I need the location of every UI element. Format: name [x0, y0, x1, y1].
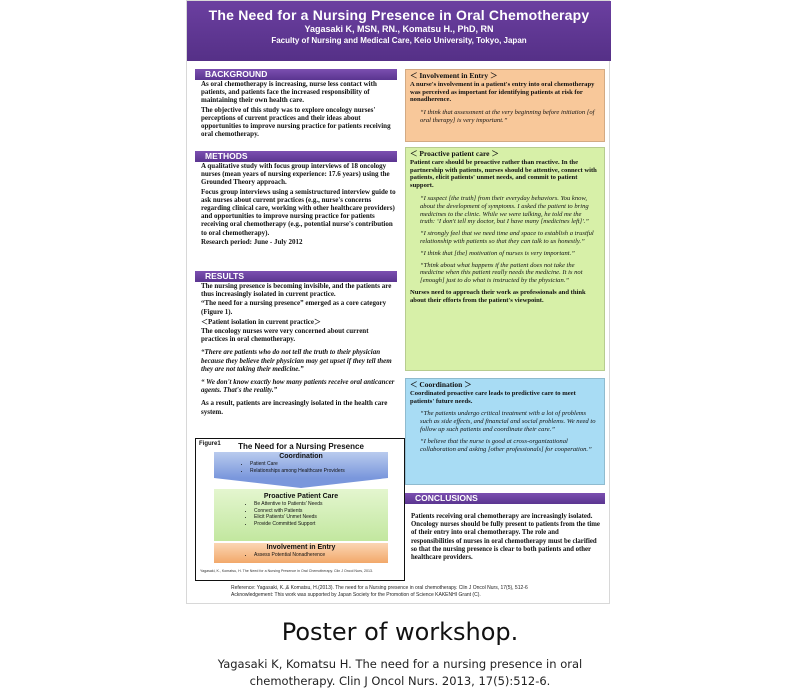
- figure-title: The Need for a Nursing Presence: [238, 442, 364, 451]
- methods-research-period: Research period: June - July 2012: [201, 237, 303, 246]
- coordination-text: Coordinated proactive care leads to predictive care to meet patients' future needs.: [410, 389, 576, 405]
- involvement-heading: ＜ Involvement in Entry ＞: [410, 71, 498, 80]
- methods-body: [201, 162, 397, 247]
- figure-involvement-layer: [214, 543, 388, 563]
- list-item: • Elicit Patients' Unmet Needs: [254, 514, 388, 521]
- figure-coordination-list: [214, 461, 388, 474]
- poster-authors: Yagasaki K, MSN, RN., Komatsu H., PhD, RN: [304, 24, 494, 34]
- patient-isolation-subheading: ＜Patient isolation in current practice＞: [201, 317, 322, 326]
- proactive-quote-2: “I strongly feel that we need time and space to establish a trustful relationship with patients so that they can talk to us honestly.”: [420, 230, 594, 245]
- figure-label: Figure1: [199, 441, 221, 447]
- figure-proactive-heading: Proactive Patient Care: [263, 493, 339, 500]
- figure-proactive-layer: [214, 489, 388, 541]
- list-item: • Patient Care: [250, 461, 388, 468]
- figure-arrow: [214, 478, 388, 488]
- list-item: • Relationships among Healthcare Providers: [250, 468, 388, 475]
- caption-title: Poster of workshop.: [281, 618, 519, 646]
- caption-citation-line-1: Yagasaki K, Komatsu H. The need for a nursing presence in oral: [217, 657, 583, 671]
- background-objective: The objective of this study was to explore oncology nurses' perceptions of current practices and their ideas about opportunities to improve nursing practice for patients receiving oral chemotherapy.: [201, 105, 391, 139]
- figure-citation: Yagasaki, K., Komatsu, H. The Need for a Nursing Presence in Oral Chemotherapy. Clin J Oncol Nurs, 2013.: [200, 569, 373, 573]
- background-heading: BACKGROUND: [195, 69, 397, 80]
- figure-1: [195, 438, 405, 581]
- coordination-heading: ＜ Coordination ＞: [410, 380, 472, 389]
- involvement-box: [405, 69, 605, 142]
- background-body: [201, 80, 397, 139]
- poster: [186, 0, 610, 604]
- results-paragraph-4: As a result, patients are increasingly isolated in the health care system.: [201, 399, 388, 416]
- results-body: [201, 282, 397, 417]
- coordination-quote-1: “The patients undergo critical treatment with a lot of problems such as side effects, and financial and social problems. We need to follow up such patients and coordinate their care.”: [420, 410, 596, 433]
- coordination-quote-2: “I believe that the nurse is good at cross-organizational collaboration and asking [other professionals] for cooperation.”: [420, 437, 592, 453]
- involvement-text: A nurse's involvement in a patient's entry into oral chemotherapy was perceived as important for identifying patients at risk for nonadherence.: [410, 80, 595, 104]
- results-paragraph-3: The oncology nurses were very concerned about current practices in oral chemotherapy.: [201, 327, 369, 344]
- conclusions-text: Patients receiving oral chemotherapy are increasingly isolated. Oncology nurses should be fully present to patients from the time of their entry into oral chemotherapy. The role and responsibilities of nurses in oral chemotherapy must be clarified so that the nursing presence is clear to both patients and other healthcare providers.: [411, 513, 600, 562]
- results-quote-2: “ We don't know exactly how many patients receive oral anticancer agents. That's the reality.”: [201, 378, 395, 395]
- proactive-heading: ＜ Proactive patient care ＞: [410, 149, 499, 158]
- figure-coordination-heading: Coordination: [279, 453, 323, 460]
- list-item: • Connect with Patients: [254, 508, 388, 515]
- conclusions-heading: CONCLUSIONS: [405, 493, 605, 504]
- proactive-quote-1: “I suspect [the truth] from their everyday behaviors. You know, about the development of symptoms. I asked the patient to bring medicines to the clinic. While we were talking, he told me the truth: ‘I don't tell my doctor, but I have many [medicines left]'.”: [420, 194, 589, 226]
- involvement-quote: “I think that assessment at the very beginning before initiation [of oral therapy] is very important.”: [420, 109, 595, 124]
- methods-paragraph-1: A qualitative study with focus group interviews of 18 oncology nurses (mean years of nursing experience: 17.6 years) using the Grounded Theory approach.: [201, 162, 390, 187]
- results-heading: RESULTS: [195, 271, 397, 282]
- poster-affiliation: Faculty of Nursing and Medical Care, Keio University, Tokyo, Japan: [271, 36, 527, 45]
- figure-involvement-heading: Involvement in Entry: [266, 544, 336, 551]
- proactive-closing: Nurses need to approach their work as professionals and think about their efforts from the patient's viewpoint.: [410, 288, 586, 304]
- proactive-quote-3: “I think that [the] motivation of nurses is very important.”: [420, 249, 575, 257]
- list-item: • Assess Potential Nonadherence: [254, 552, 388, 559]
- figure-involvement-list: [214, 552, 388, 559]
- poster-header: [187, 1, 611, 61]
- proactive-quote-4: “Think about what happens if the patient does not take the medicine when this patient really needs the medicine. It is not [enough] just to do what is instructed by the physician.”: [420, 261, 583, 285]
- caption-citation: [160, 656, 640, 690]
- results-paragraph-1: The nursing presence is becoming invisible, and the patients are thus increasingly isolated in current practice.: [201, 282, 392, 299]
- proactive-text: Patient care should be proactive rather than reactive. In the partnership with patients, nurses should be attentive, connect with patients, elicit patients' unmet needs, and commit to patient support.: [410, 158, 597, 190]
- list-item: • Be Attentive to Patients' Needs: [254, 501, 388, 508]
- background-paragraph: As oral chemotherapy is increasing, nurse less contact with patients, and patients face the increased responsibility of maintaining their own health care.: [201, 80, 377, 105]
- coordination-box: [405, 378, 605, 485]
- methods-heading: METHODS: [195, 151, 397, 162]
- caption-citation-line-2: chemotherapy. Clin J Oncol Nurs. 2013, 17(5):512-6.: [249, 674, 551, 688]
- results-paragraph-2: “The need for a nursing presence” emerged as a core category (Figure 1).: [201, 299, 387, 316]
- figure-coordination-layer: [214, 452, 388, 478]
- poster-title: The Need for a Nursing Presence in Oral Chemotherapy: [208, 7, 590, 23]
- figure-proactive-list: [214, 501, 388, 527]
- acknowledgement-line: Acknowledgement: This work was supported by Japan Society for the Promotion of Science KAKENHI Grant (C).: [231, 592, 481, 598]
- list-item: • Provide Committed Support: [254, 521, 388, 528]
- results-quote-1: “There are patients who do not tell the truth to their physician because they believe their physician may get upset if they tell them they are not taking their medicine.”: [201, 348, 392, 373]
- methods-paragraph-2: Focus group interviews using a semistructured interview guide to ask nurses about current practices (e.g., nurse's concerns regarding clinical care, working with other healthcare providers) and opportunities to improve nursing practice for patients receiving oral chemotherapy (e.g., potential nurse's contribution to oral chemotherapy).: [201, 187, 396, 237]
- proactive-box: [405, 147, 605, 371]
- reference-line: Reference: Yagasaki, K.,& Komatsu, H.(2013). The need for a Nursing presence in oral chemotherapy. Clin J Oncol Nurs, 17(5), 512-6: [231, 585, 528, 591]
